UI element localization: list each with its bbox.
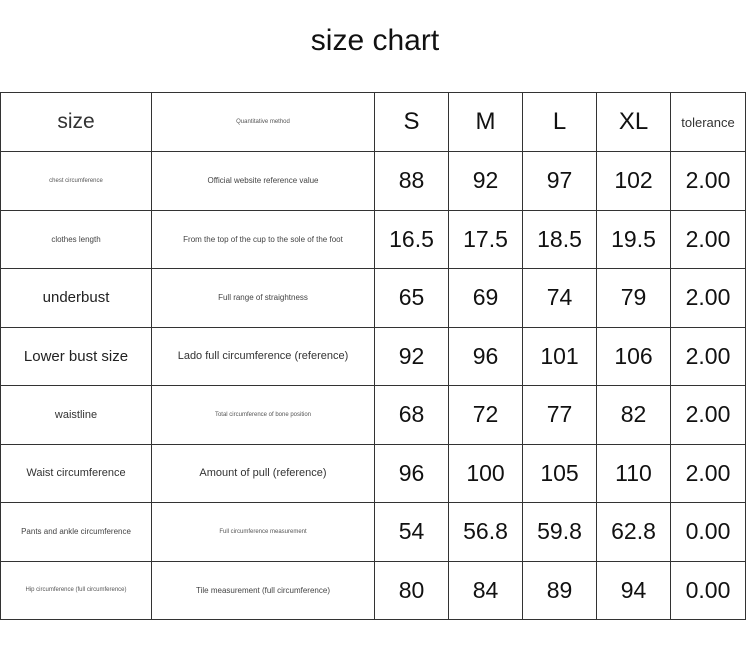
value-m: 100 xyxy=(449,444,523,503)
value-xl: 19.5 xyxy=(597,210,671,269)
value-s: 16.5 xyxy=(375,210,449,269)
value-l: 105 xyxy=(523,444,597,503)
table-row xyxy=(1,444,746,503)
value-s: 54 xyxy=(375,503,449,562)
value-l: 18.5 xyxy=(523,210,597,269)
table-row xyxy=(1,152,746,211)
row-label: Hip circumference (full circumference) xyxy=(1,561,152,620)
value-xl: 79 xyxy=(597,269,671,328)
table-row xyxy=(1,561,746,620)
value-s: 88 xyxy=(375,152,449,211)
value-s: 68 xyxy=(375,386,449,445)
value-xl: 94 xyxy=(597,561,671,620)
row-label: Pants and ankle circumference xyxy=(1,503,152,562)
header-tolerance: tolerance xyxy=(671,93,746,152)
header-method: Quantitative method xyxy=(152,93,375,152)
header-row xyxy=(1,93,746,152)
table-row xyxy=(1,269,746,328)
row-label: Waist circumference xyxy=(1,444,152,503)
header-size: size xyxy=(1,93,152,152)
value-l: 74 xyxy=(523,269,597,328)
row-method: Full circumference measurement xyxy=(152,503,375,562)
row-label: waistline xyxy=(1,386,152,445)
tolerance-value: 0.00 xyxy=(671,503,746,562)
header-size-m: M xyxy=(449,93,523,152)
value-s: 92 xyxy=(375,327,449,386)
value-s: 80 xyxy=(375,561,449,620)
value-xl: 110 xyxy=(597,444,671,503)
value-m: 84 xyxy=(449,561,523,620)
value-xl: 106 xyxy=(597,327,671,386)
value-m: 96 xyxy=(449,327,523,386)
row-method: From the top of the cup to the sole of the foot xyxy=(152,210,375,269)
table-row xyxy=(1,386,746,445)
value-xl: 102 xyxy=(597,152,671,211)
value-m: 69 xyxy=(449,269,523,328)
tolerance-value: 2.00 xyxy=(671,327,746,386)
value-l: 101 xyxy=(523,327,597,386)
row-method: Full range of straightness xyxy=(152,269,375,328)
row-method: Amount of pull (reference) xyxy=(152,444,375,503)
row-label: chest circumference xyxy=(1,152,152,211)
tolerance-value: 2.00 xyxy=(671,386,746,445)
row-method: Total circumference of bone position xyxy=(152,386,375,445)
value-l: 89 xyxy=(523,561,597,620)
tolerance-value: 2.00 xyxy=(671,210,746,269)
value-l: 97 xyxy=(523,152,597,211)
header-size-s: S xyxy=(375,93,449,152)
value-l: 77 xyxy=(523,386,597,445)
value-s: 65 xyxy=(375,269,449,328)
row-method: Official website reference value xyxy=(152,152,375,211)
row-label: underbust xyxy=(1,269,152,328)
row-method: Lado full circumference (reference) xyxy=(152,327,375,386)
value-xl: 62.8 xyxy=(597,503,671,562)
row-label: Lower bust size xyxy=(1,327,152,386)
value-m: 56.8 xyxy=(449,503,523,562)
value-m: 92 xyxy=(449,152,523,211)
tolerance-value: 2.00 xyxy=(671,444,746,503)
header-size-l: L xyxy=(523,93,597,152)
tolerance-value: 2.00 xyxy=(671,269,746,328)
table-row xyxy=(1,327,746,386)
value-m: 72 xyxy=(449,386,523,445)
table-row xyxy=(1,210,746,269)
page-title: size chart xyxy=(310,24,440,57)
tolerance-value: 2.00 xyxy=(671,152,746,211)
row-label: clothes length xyxy=(1,210,152,269)
value-m: 17.5 xyxy=(449,210,523,269)
size-chart-table xyxy=(0,92,746,620)
tolerance-value: 0.00 xyxy=(671,561,746,620)
row-method: Tile measurement (full circumference) xyxy=(152,561,375,620)
value-l: 59.8 xyxy=(523,503,597,562)
value-s: 96 xyxy=(375,444,449,503)
header-size-xl: XL xyxy=(597,93,671,152)
table-row xyxy=(1,503,746,562)
value-xl: 82 xyxy=(597,386,671,445)
